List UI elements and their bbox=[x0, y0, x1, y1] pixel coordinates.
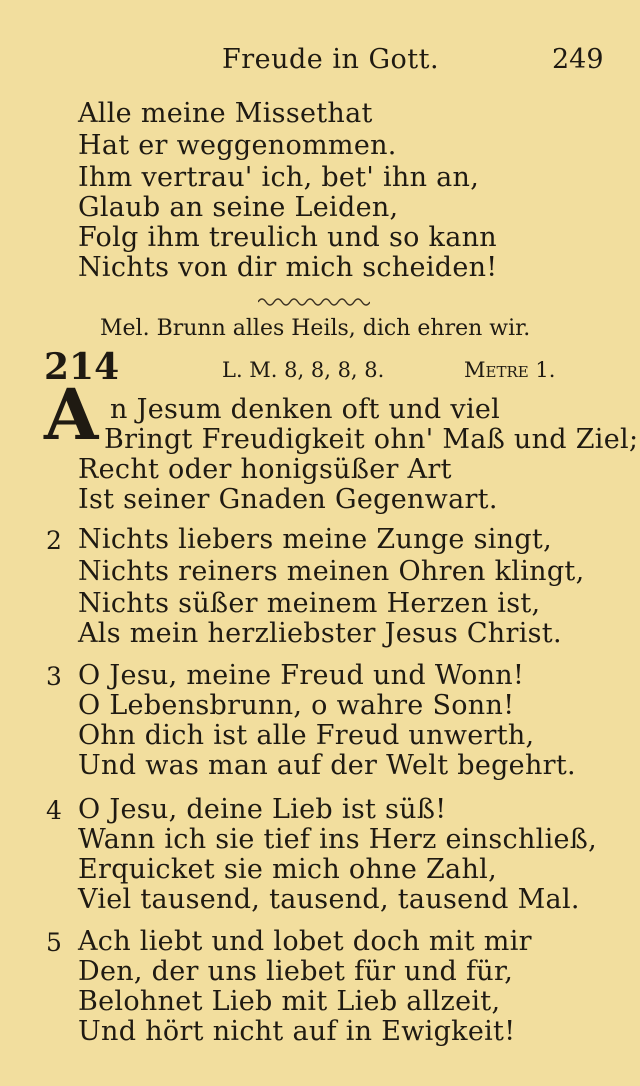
verse-line: Ihm vertrau' ich, bet' ihn an, bbox=[78, 162, 480, 193]
verse-line: Wann ich sie tief ins Herz einschließ, bbox=[78, 824, 598, 855]
verse-line: Und hört nicht auf in Ewigkeit! bbox=[78, 1016, 516, 1047]
stanza-number: 2 bbox=[46, 526, 62, 555]
verse-line: Ach liebt und lobet doch mit mir bbox=[78, 926, 532, 957]
stanza-number: 3 bbox=[46, 662, 62, 691]
verse-line: Den, der uns liebet für und für, bbox=[78, 956, 514, 987]
verse-line: Glaub an seine Leiden, bbox=[78, 192, 399, 223]
verse-line: O Jesu, deine Lieb ist süß! bbox=[78, 794, 447, 825]
stanza-number: 4 bbox=[46, 796, 62, 825]
verse-line: Viel tausend, tausend, tausend Mal. bbox=[78, 884, 580, 915]
verse-line: Belohnet Lieb mit Lieb allzeit, bbox=[78, 986, 501, 1017]
verse-line: Alle meine Missethat bbox=[78, 98, 373, 129]
stanza-number: 5 bbox=[46, 928, 62, 957]
running-header: Freude in Gott. bbox=[222, 44, 440, 75]
verse-line: Bringt Freudigkeit ohn' Maß und Ziel; bbox=[104, 424, 639, 455]
verse-line: Folg ihm treulich und so kann bbox=[78, 222, 497, 253]
verse-line: n Jesum denken oft und viel bbox=[110, 394, 501, 425]
tune-indication: Mel. Brunn alles Heils, dich ehren wir. bbox=[100, 316, 531, 341]
hymn-number: 214 bbox=[44, 346, 120, 388]
verse-line: Und was man auf der Welt begehrt. bbox=[78, 750, 576, 781]
page-number: 249 bbox=[552, 44, 604, 75]
drop-cap: A bbox=[44, 373, 99, 456]
verse-line: Erquicket sie mich ohne Zahl, bbox=[78, 854, 497, 885]
verse-line: O Lebensbrunn, o wahre Sonn! bbox=[78, 690, 515, 721]
verse-line: Ohn dich ist alle Freud unwerth, bbox=[78, 720, 535, 751]
verse-line: Hat er weggenommen. bbox=[78, 130, 397, 161]
verse-line: Nichts von dir mich scheiden! bbox=[78, 252, 498, 283]
verse-line: Nichts süßer meinem Herzen ist, bbox=[78, 588, 541, 619]
verse-line: O Jesu, meine Freud und Wonn! bbox=[78, 660, 525, 691]
verse-line: Nichts reiners meinen Ohren klingt, bbox=[78, 556, 585, 587]
verse-line: Als mein herzliebster Jesus Christ. bbox=[78, 618, 562, 649]
verse-line: Nichts liebers meine Zunge singt, bbox=[78, 524, 552, 555]
verse-line: Ist seiner Gnaden Gegenwart. bbox=[78, 484, 498, 515]
meter-indication: L. M. 8, 8, 8, 8. bbox=[222, 358, 385, 382]
ornamental-divider bbox=[258, 296, 370, 308]
metre-number: Metre 1. bbox=[464, 358, 556, 382]
verse-line: Recht oder honigsüßer Art bbox=[78, 454, 452, 485]
